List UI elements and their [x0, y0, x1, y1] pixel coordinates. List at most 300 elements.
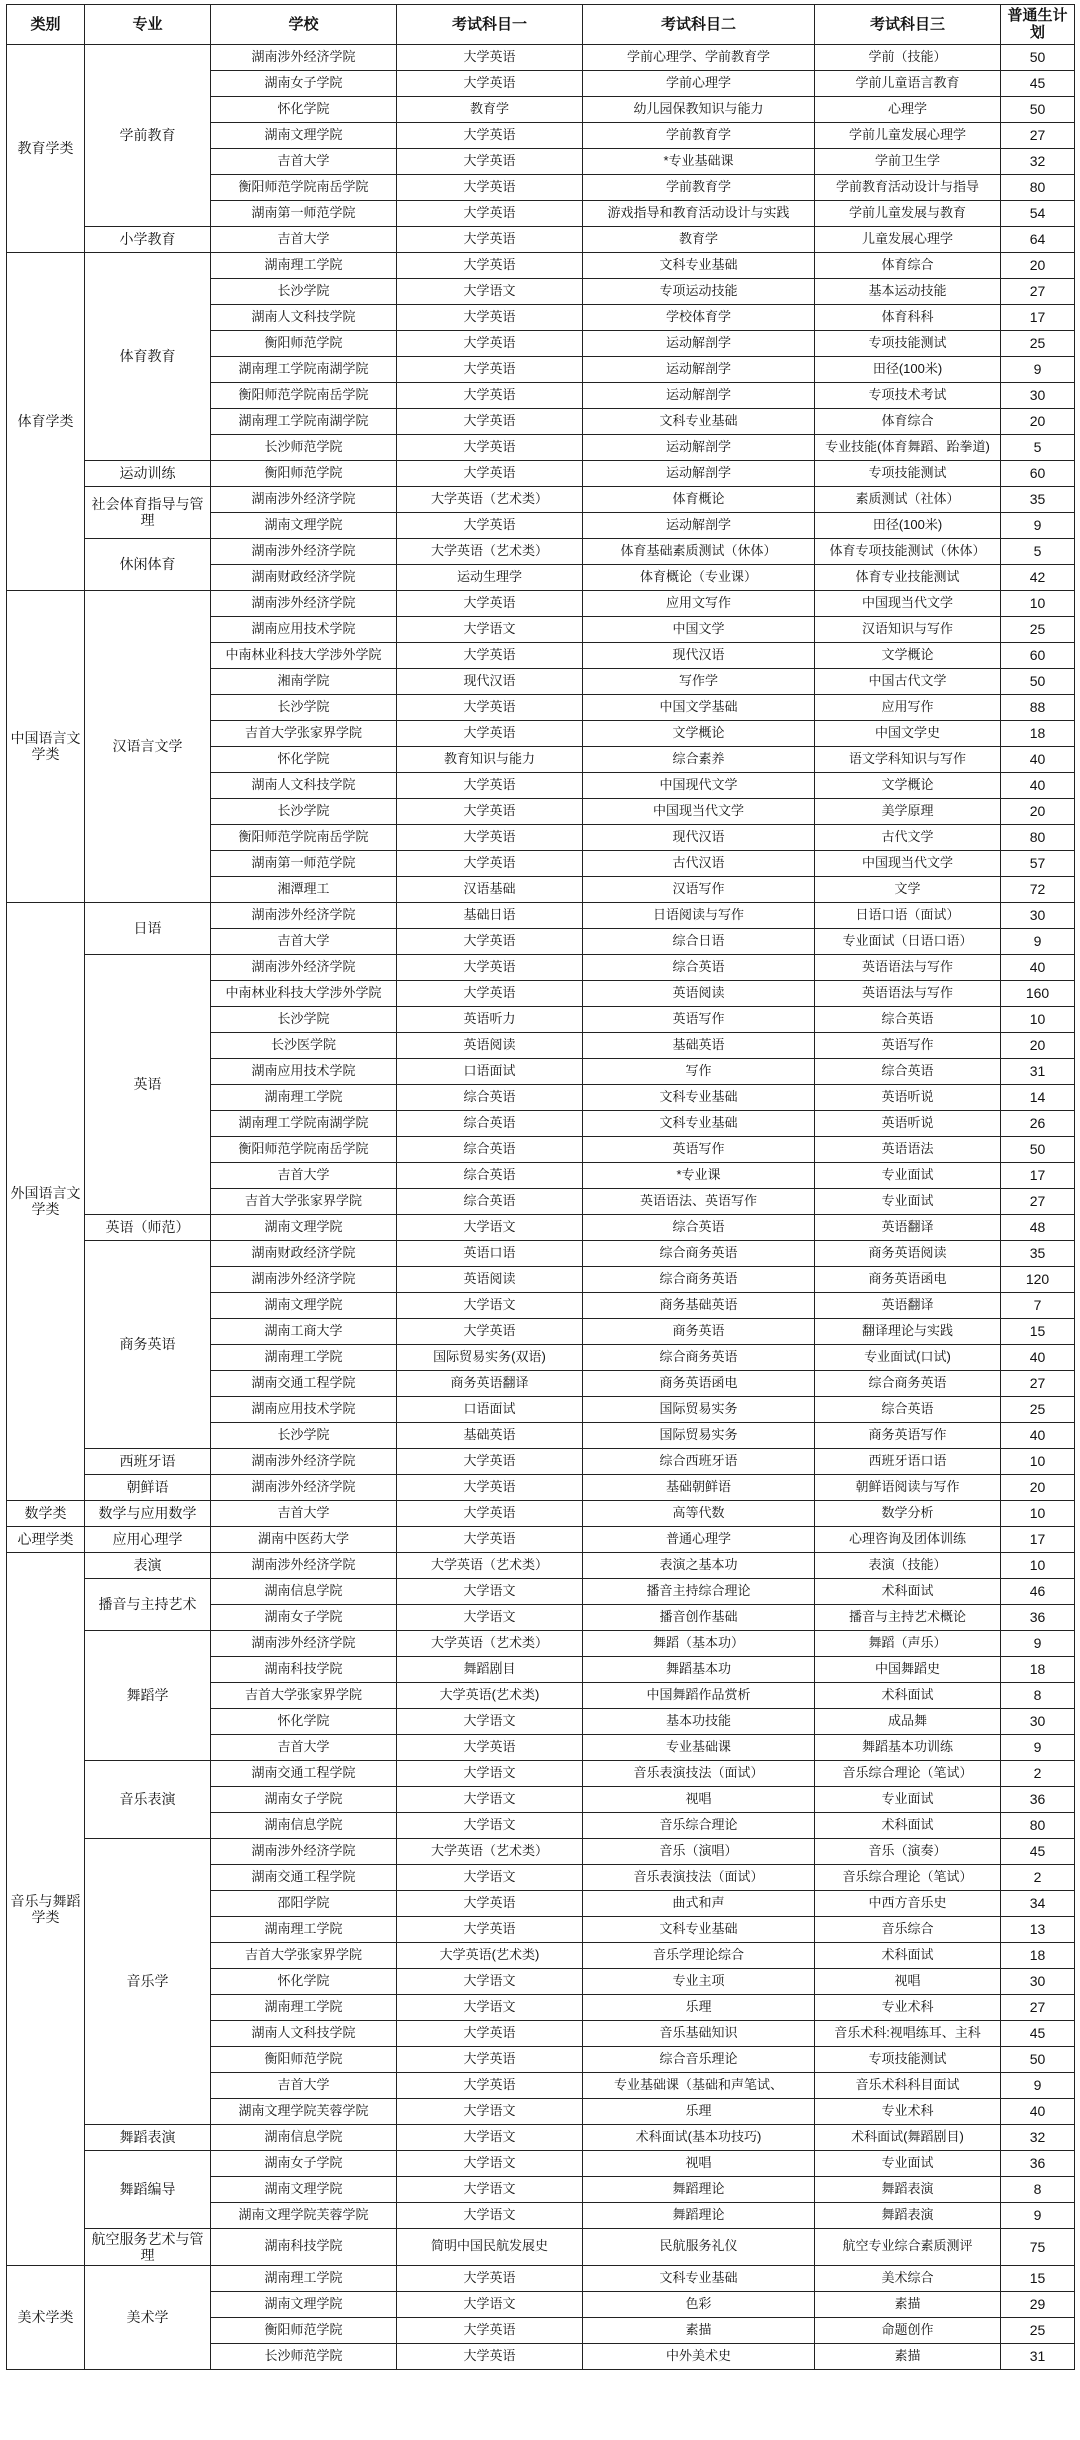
subject-3-cell: 学前儿童发展心理学: [815, 122, 1001, 148]
subject-1-cell: 简明中国民航发展史: [397, 2228, 583, 2265]
school-cell: 吉首大学: [211, 1734, 397, 1760]
school-cell: 中南林业科技大学涉外学院: [211, 980, 397, 1006]
subject-3-cell: 心理学: [815, 96, 1001, 122]
subject-2-cell: 音乐基础知识: [583, 2020, 815, 2046]
school-cell: 吉首大学: [211, 2072, 397, 2098]
subject-3-cell: 航空专业综合素质测评: [815, 2228, 1001, 2265]
subject-3-cell: 命题创作: [815, 2317, 1001, 2343]
subject-2-cell: 游戏指导和教育活动设计与实践: [583, 200, 815, 226]
major-cell: 表演: [85, 1552, 211, 1578]
plan-cell: 72: [1001, 876, 1075, 902]
school-cell: 湖南涉外经济学院: [211, 954, 397, 980]
school-cell: 湖南涉外经济学院: [211, 590, 397, 616]
school-cell: 湖南理工学院: [211, 1916, 397, 1942]
subject-2-cell: 现代汉语: [583, 824, 815, 850]
major-cell: 小学教育: [85, 226, 211, 252]
plan-cell: 2: [1001, 1760, 1075, 1786]
subject-2-cell: 运动解剖学: [583, 330, 815, 356]
category-cell: 音乐与舞蹈学类: [7, 1552, 85, 2265]
subject-1-cell: 大学英语: [397, 2265, 583, 2291]
subject-1-cell: 大学英语: [397, 2020, 583, 2046]
school-cell: 湖南理工学院: [211, 1344, 397, 1370]
subject-2-cell: 综合素养: [583, 746, 815, 772]
subject-2-cell: 高等代数: [583, 1500, 815, 1526]
subject-1-cell: 大学语文: [397, 2098, 583, 2124]
plan-cell: 8: [1001, 1682, 1075, 1708]
school-cell: 湖南涉外经济学院: [211, 1474, 397, 1500]
subject-3-cell: 术科面试: [815, 1812, 1001, 1838]
subject-2-cell: 专业基础课（基础和声笔试、: [583, 2072, 815, 2098]
school-cell: 湖南交通工程学院: [211, 1370, 397, 1396]
school-cell: 长沙医学院: [211, 1032, 397, 1058]
subject-3-cell: 美学原理: [815, 798, 1001, 824]
major-cell: 学前教育: [85, 44, 211, 226]
subject-3-cell: 学前（技能）: [815, 44, 1001, 70]
subject-2-cell: 商务基础英语: [583, 1292, 815, 1318]
plan-cell: 80: [1001, 824, 1075, 850]
school-cell: 长沙师范学院: [211, 434, 397, 460]
plan-cell: 13: [1001, 1916, 1075, 1942]
subject-2-cell: 文学概论: [583, 720, 815, 746]
table-row: [7, 1552, 1075, 1578]
subject-2-cell: 舞蹈基本功: [583, 1656, 815, 1682]
plan-cell: 17: [1001, 304, 1075, 330]
subject-1-cell: 综合英语: [397, 1136, 583, 1162]
subject-3-cell: 中国舞蹈史: [815, 1656, 1001, 1682]
subject-2-cell: 专业基础课: [583, 1734, 815, 1760]
plan-cell: 10: [1001, 1006, 1075, 1032]
plan-cell: 29: [1001, 2291, 1075, 2317]
plan-cell: 40: [1001, 954, 1075, 980]
subject-1-cell: 英语阅读: [397, 1266, 583, 1292]
col-category: 类别: [7, 5, 85, 45]
major-cell: 汉语言文学: [85, 590, 211, 902]
plan-cell: 25: [1001, 330, 1075, 356]
table-row: [7, 252, 1075, 278]
subject-2-cell: 音乐学理论综合: [583, 1942, 815, 1968]
plan-cell: 25: [1001, 1396, 1075, 1422]
plan-cell: 40: [1001, 772, 1075, 798]
plan-cell: 30: [1001, 382, 1075, 408]
subject-3-cell: 学前儿童发展与教育: [815, 200, 1001, 226]
plan-cell: 64: [1001, 226, 1075, 252]
subject-1-cell: 大学英语: [397, 512, 583, 538]
subject-1-cell: 综合英语: [397, 1084, 583, 1110]
subject-2-cell: 文科专业基础: [583, 408, 815, 434]
plan-cell: 18: [1001, 1942, 1075, 1968]
plan-cell: 20: [1001, 252, 1075, 278]
subject-3-cell: 专业面试: [815, 1162, 1001, 1188]
subject-3-cell: 中国现当代文学: [815, 590, 1001, 616]
major-cell: 音乐学: [85, 1838, 211, 2124]
subject-2-cell: 中国文学基础: [583, 694, 815, 720]
subject-2-cell: 素描: [583, 2317, 815, 2343]
subject-3-cell: 英语听说: [815, 1110, 1001, 1136]
subject-2-cell: 文科专业基础: [583, 252, 815, 278]
subject-1-cell: 教育知识与能力: [397, 746, 583, 772]
subject-1-cell: 大学英语: [397, 408, 583, 434]
table-row: [7, 1630, 1075, 1656]
plan-cell: 40: [1001, 746, 1075, 772]
subject-3-cell: 商务英语函电: [815, 1266, 1001, 1292]
subject-1-cell: 大学英语: [397, 122, 583, 148]
subject-1-cell: 基础英语: [397, 1422, 583, 1448]
subject-3-cell: 日语口语（面试）: [815, 902, 1001, 928]
subject-3-cell: 数学分析: [815, 1500, 1001, 1526]
subject-3-cell: 体育综合: [815, 408, 1001, 434]
col-plan: 普通生计划: [1001, 5, 1075, 45]
school-cell: 湖南女子学院: [211, 70, 397, 96]
plan-cell: 20: [1001, 1032, 1075, 1058]
subject-3-cell: 体育科科: [815, 304, 1001, 330]
school-cell: 吉首大学: [211, 1500, 397, 1526]
plan-cell: 42: [1001, 564, 1075, 590]
table-row: [7, 1214, 1075, 1240]
table-row: [7, 1838, 1075, 1864]
school-cell: 湖南理工学院: [211, 1084, 397, 1110]
plan-cell: 45: [1001, 70, 1075, 96]
table-row: [7, 1448, 1075, 1474]
table-row: [7, 538, 1075, 564]
subject-1-cell: 大学语文: [397, 278, 583, 304]
plan-cell: 50: [1001, 2046, 1075, 2072]
school-cell: 吉首大学: [211, 1162, 397, 1188]
subject-3-cell: 英语语法与写作: [815, 980, 1001, 1006]
category-cell: 中国语言文学类: [7, 590, 85, 902]
major-cell: 英语: [85, 954, 211, 1214]
subject-3-cell: 术科面试: [815, 1942, 1001, 1968]
subject-3-cell: 专业技能(体育舞蹈、跆拳道): [815, 434, 1001, 460]
school-cell: 湘南学院: [211, 668, 397, 694]
subject-3-cell: 文学概论: [815, 642, 1001, 668]
category-cell: 数学类: [7, 1500, 85, 1526]
subject-1-cell: 大学英语: [397, 954, 583, 980]
subject-1-cell: 国际贸易实务(双语): [397, 1344, 583, 1370]
school-cell: 长沙学院: [211, 694, 397, 720]
major-cell: 朝鲜语: [85, 1474, 211, 1500]
school-cell: 衡阳师范学院南岳学院: [211, 174, 397, 200]
school-cell: 怀化学院: [211, 1968, 397, 1994]
subject-1-cell: 舞蹈剧目: [397, 1656, 583, 1682]
school-cell: 湖南涉外经济学院: [211, 1552, 397, 1578]
subject-2-cell: 综合日语: [583, 928, 815, 954]
school-cell: 湖南涉外经济学院: [211, 1838, 397, 1864]
plan-cell: 36: [1001, 1786, 1075, 1812]
plan-cell: 20: [1001, 408, 1075, 434]
subject-3-cell: 专业面试: [815, 1786, 1001, 1812]
subject-3-cell: 英语听说: [815, 1084, 1001, 1110]
subject-1-cell: 大学英语: [397, 70, 583, 96]
plan-cell: 17: [1001, 1162, 1075, 1188]
plan-cell: 15: [1001, 2265, 1075, 2291]
subject-2-cell: 综合商务英语: [583, 1344, 815, 1370]
subject-2-cell: 专项运动技能: [583, 278, 815, 304]
school-cell: 湖南中医药大学: [211, 1526, 397, 1552]
plan-cell: 8: [1001, 2176, 1075, 2202]
plan-cell: 10: [1001, 1500, 1075, 1526]
subject-3-cell: 素质测试（社体）: [815, 486, 1001, 512]
subject-1-cell: 大学英语（艺术类）: [397, 486, 583, 512]
subject-2-cell: 基础英语: [583, 1032, 815, 1058]
subject-1-cell: 大学英语（艺术类）: [397, 1552, 583, 1578]
subject-3-cell: 学前教育活动设计与指导: [815, 174, 1001, 200]
category-cell: 心理学类: [7, 1526, 85, 1552]
subject-3-cell: 综合商务英语: [815, 1370, 1001, 1396]
school-cell: 湖南女子学院: [211, 2150, 397, 2176]
school-cell: 湖南理工学院: [211, 252, 397, 278]
category-cell: 外国语言文学类: [7, 902, 85, 1500]
school-cell: 湖南第一师范学院: [211, 850, 397, 876]
subject-2-cell: 专业主项: [583, 1968, 815, 1994]
subject-1-cell: 大学英语: [397, 356, 583, 382]
subject-1-cell: 大学语文: [397, 1708, 583, 1734]
subject-1-cell: 大学英语: [397, 304, 583, 330]
subject-1-cell: 大学英语: [397, 1890, 583, 1916]
subject-3-cell: 术科面试(舞蹈剧目): [815, 2124, 1001, 2150]
school-cell: 湖南涉外经济学院: [211, 902, 397, 928]
subject-1-cell: 大学英语: [397, 1916, 583, 1942]
plan-cell: 50: [1001, 44, 1075, 70]
subject-1-cell: 大学英语: [397, 200, 583, 226]
subject-1-cell: 大学英语: [397, 2317, 583, 2343]
plan-cell: 30: [1001, 1968, 1075, 1994]
subject-1-cell: 大学语文: [397, 1994, 583, 2020]
subject-2-cell: 英语阅读: [583, 980, 815, 1006]
subject-3-cell: 音乐术科科目面试: [815, 2072, 1001, 2098]
subject-2-cell: 日语阅读与写作: [583, 902, 815, 928]
plan-cell: 45: [1001, 2020, 1075, 2046]
subject-1-cell: 大学英语: [397, 330, 583, 356]
category-cell: 体育学类: [7, 252, 85, 590]
school-cell: 湖南文理学院: [211, 1214, 397, 1240]
subject-2-cell: 体育基础素质测试（休体）: [583, 538, 815, 564]
subject-2-cell: 基础朝鲜语: [583, 1474, 815, 1500]
subject-2-cell: 综合英语: [583, 954, 815, 980]
subject-1-cell: 大学英语: [397, 148, 583, 174]
table-row: [7, 2265, 1075, 2291]
school-cell: 湖南信息学院: [211, 1578, 397, 1604]
subject-3-cell: 综合英语: [815, 1058, 1001, 1084]
subject-2-cell: 综合商务英语: [583, 1266, 815, 1292]
school-cell: 湖南财政经济学院: [211, 1240, 397, 1266]
subject-1-cell: 大学英语: [397, 850, 583, 876]
major-cell: 休闲体育: [85, 538, 211, 590]
school-cell: 湖南女子学院: [211, 1786, 397, 1812]
subject-3-cell: 视唱: [815, 1968, 1001, 1994]
plan-cell: 35: [1001, 486, 1075, 512]
school-cell: 湖南涉外经济学院: [211, 1266, 397, 1292]
subject-3-cell: 语文学科知识与写作: [815, 746, 1001, 772]
subject-3-cell: 田径(100米): [815, 356, 1001, 382]
subject-3-cell: 中西方音乐史: [815, 1890, 1001, 1916]
subject-1-cell: 大学英语: [397, 44, 583, 70]
subject-3-cell: 综合英语: [815, 1396, 1001, 1422]
school-cell: 长沙师范学院: [211, 2343, 397, 2369]
subject-3-cell: 中国古代文学: [815, 668, 1001, 694]
school-cell: 湖南应用技术学院: [211, 1396, 397, 1422]
subject-2-cell: 视唱: [583, 1786, 815, 1812]
plan-cell: 50: [1001, 1136, 1075, 1162]
subject-1-cell: 运动生理学: [397, 564, 583, 590]
subject-2-cell: 舞蹈理论: [583, 2176, 815, 2202]
subject-3-cell: 体育综合: [815, 252, 1001, 278]
subject-1-cell: 英语听力: [397, 1006, 583, 1032]
subject-1-cell: 大学英语: [397, 382, 583, 408]
subject-3-cell: 西班牙语口语: [815, 1448, 1001, 1474]
subject-1-cell: 大学英语: [397, 252, 583, 278]
plan-cell: 10: [1001, 590, 1075, 616]
school-cell: 湖南财政经济学院: [211, 564, 397, 590]
school-cell: 湖南女子学院: [211, 1604, 397, 1630]
plan-cell: 20: [1001, 798, 1075, 824]
plan-cell: 36: [1001, 2150, 1075, 2176]
subject-1-cell: 大学英语(艺术类): [397, 1682, 583, 1708]
school-cell: 湖南理工学院: [211, 1994, 397, 2020]
school-cell: 吉首大学: [211, 226, 397, 252]
subject-3-cell: 文学概论: [815, 772, 1001, 798]
category-cell: 教育学类: [7, 44, 85, 252]
subject-1-cell: 大学语文: [397, 2202, 583, 2228]
major-cell: 舞蹈表演: [85, 2124, 211, 2150]
plan-cell: 5: [1001, 434, 1075, 460]
subject-2-cell: 音乐综合理论: [583, 1812, 815, 1838]
col-subject-1: 考试科目一: [397, 5, 583, 45]
plan-cell: 48: [1001, 1214, 1075, 1240]
plan-cell: 32: [1001, 2124, 1075, 2150]
subject-2-cell: 舞蹈理论: [583, 2202, 815, 2228]
school-cell: 湖南涉外经济学院: [211, 538, 397, 564]
plan-cell: 40: [1001, 1422, 1075, 1448]
subject-3-cell: 音乐术科:视唱练耳、主科: [815, 2020, 1001, 2046]
subject-3-cell: 音乐（演奏）: [815, 1838, 1001, 1864]
subject-1-cell: 大学语文: [397, 1864, 583, 1890]
subject-2-cell: 学前教育学: [583, 122, 815, 148]
subject-1-cell: 大学英语: [397, 2046, 583, 2072]
subject-1-cell: 大学语文: [397, 2176, 583, 2202]
plan-cell: 50: [1001, 96, 1075, 122]
school-cell: 湖南交通工程学院: [211, 1760, 397, 1786]
school-cell: 湖南应用技术学院: [211, 1058, 397, 1084]
subject-2-cell: 运动解剖学: [583, 434, 815, 460]
plan-cell: 15: [1001, 1318, 1075, 1344]
school-cell: 吉首大学: [211, 928, 397, 954]
subject-3-cell: 播音与主持艺术概论: [815, 1604, 1001, 1630]
subject-2-cell: 写作学: [583, 668, 815, 694]
major-cell: 舞蹈编导: [85, 2150, 211, 2228]
subject-1-cell: 大学英语: [397, 2072, 583, 2098]
school-cell: 湖南信息学院: [211, 1812, 397, 1838]
plan-cell: 120: [1001, 1266, 1075, 1292]
school-cell: 中南林业科技大学涉外学院: [211, 642, 397, 668]
subject-3-cell: 朝鲜语阅读与写作: [815, 1474, 1001, 1500]
school-cell: 衡阳师范学院南岳学院: [211, 824, 397, 850]
table-row: [7, 590, 1075, 616]
major-cell: 音乐表演: [85, 1760, 211, 1838]
school-cell: 吉首大学张家界学院: [211, 720, 397, 746]
subject-3-cell: 基本运动技能: [815, 278, 1001, 304]
subject-3-cell: 专业术科: [815, 2098, 1001, 2124]
subject-1-cell: 综合英语: [397, 1110, 583, 1136]
subject-1-cell: 大学语文: [397, 2291, 583, 2317]
plan-cell: 30: [1001, 1708, 1075, 1734]
school-cell: 吉首大学: [211, 148, 397, 174]
plan-cell: 31: [1001, 2343, 1075, 2369]
col-subject-3: 考试科目三: [815, 5, 1001, 45]
plan-cell: 40: [1001, 1344, 1075, 1370]
subject-2-cell: 音乐表演技法（面试）: [583, 1864, 815, 1890]
major-cell: 航空服务艺术与管理: [85, 2228, 211, 2265]
subject-2-cell: 文科专业基础: [583, 1084, 815, 1110]
subject-2-cell: 英语写作: [583, 1006, 815, 1032]
plan-cell: 27: [1001, 1994, 1075, 2020]
plan-cell: 60: [1001, 642, 1075, 668]
major-cell: 播音与主持艺术: [85, 1578, 211, 1630]
major-cell: 数学与应用数学: [85, 1500, 211, 1526]
subject-3-cell: 英语语法: [815, 1136, 1001, 1162]
plan-cell: 14: [1001, 1084, 1075, 1110]
subject-2-cell: 国际贸易实务: [583, 1422, 815, 1448]
table-row: [7, 2150, 1075, 2176]
table-row: [7, 2228, 1075, 2265]
major-cell: 商务英语: [85, 1240, 211, 1448]
plan-cell: 25: [1001, 2317, 1075, 2343]
subject-3-cell: 英语翻译: [815, 1214, 1001, 1240]
subject-3-cell: 儿童发展心理学: [815, 226, 1001, 252]
subject-3-cell: 文学: [815, 876, 1001, 902]
subject-3-cell: 专项技能测试: [815, 330, 1001, 356]
subject-1-cell: 现代汉语: [397, 668, 583, 694]
plan-cell: 60: [1001, 460, 1075, 486]
subject-3-cell: 术科面试: [815, 1578, 1001, 1604]
plan-cell: 10: [1001, 1448, 1075, 1474]
subject-2-cell: 基本功技能: [583, 1708, 815, 1734]
school-cell: 湖南文理学院: [211, 122, 397, 148]
plan-cell: 27: [1001, 278, 1075, 304]
major-cell: 体育教育: [85, 252, 211, 460]
col-subject-2: 考试科目二: [583, 5, 815, 45]
subject-2-cell: 古代汉语: [583, 850, 815, 876]
subject-1-cell: 口语面试: [397, 1058, 583, 1084]
subject-3-cell: 素描: [815, 2291, 1001, 2317]
school-cell: 湖南文理学院: [211, 1292, 397, 1318]
school-cell: 湖南应用技术学院: [211, 616, 397, 642]
subject-3-cell: 专业面试: [815, 1188, 1001, 1214]
plan-cell: 9: [1001, 1734, 1075, 1760]
school-cell: 长沙学院: [211, 798, 397, 824]
subject-2-cell: 汉语写作: [583, 876, 815, 902]
subject-3-cell: 音乐综合理论（笔试）: [815, 1864, 1001, 1890]
major-cell: 应用心理学: [85, 1526, 211, 1552]
subject-3-cell: 体育专业技能测试: [815, 564, 1001, 590]
subject-3-cell: 综合英语: [815, 1006, 1001, 1032]
school-cell: 衡阳师范学院南岳学院: [211, 382, 397, 408]
subject-3-cell: 舞蹈基本功训练: [815, 1734, 1001, 1760]
school-cell: 衡阳师范学院: [211, 2317, 397, 2343]
subject-1-cell: 大学英语: [397, 824, 583, 850]
subject-1-cell: 大学英语: [397, 1318, 583, 1344]
subject-1-cell: 教育学: [397, 96, 583, 122]
subject-3-cell: 音乐综合理论（笔试）: [815, 1760, 1001, 1786]
school-cell: 湖南涉外经济学院: [211, 1448, 397, 1474]
subject-3-cell: 舞蹈表演: [815, 2176, 1001, 2202]
subject-1-cell: 商务英语翻译: [397, 1370, 583, 1396]
plan-cell: 9: [1001, 2202, 1075, 2228]
subject-2-cell: 英语语法、英语写作: [583, 1188, 815, 1214]
subject-2-cell: 学校体育学: [583, 304, 815, 330]
subject-2-cell: 体育概论（专业课）: [583, 564, 815, 590]
subject-3-cell: 美术综合: [815, 2265, 1001, 2291]
table-row: [7, 1500, 1075, 1526]
